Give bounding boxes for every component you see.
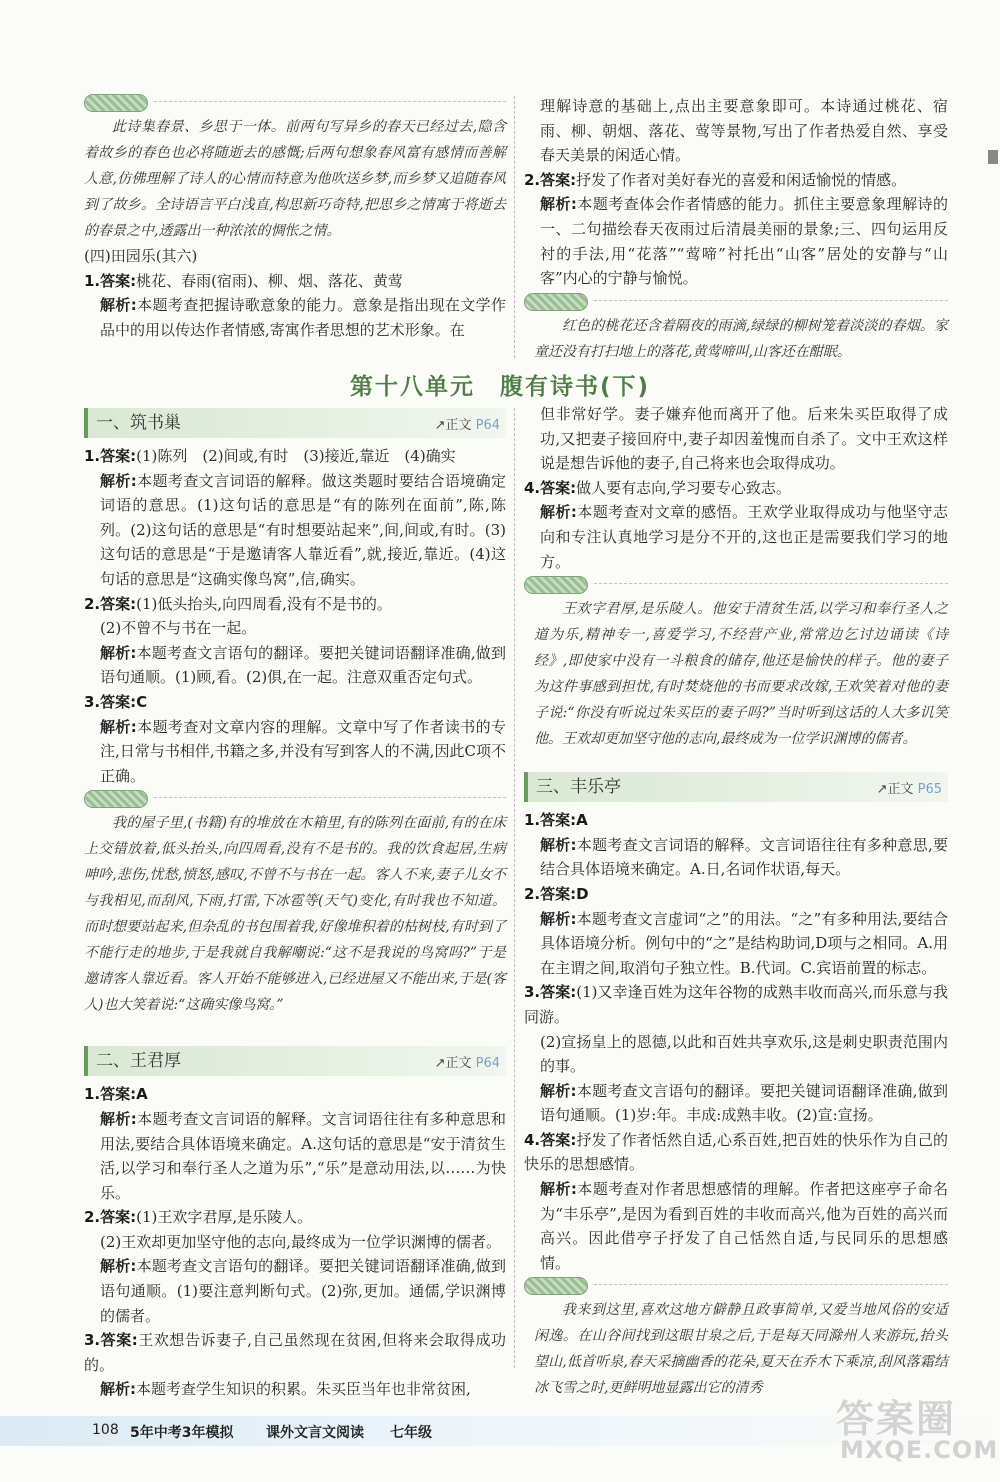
answer-text: (1)又幸逢百姓为这年谷物的成熟丰收而高兴,而乐意与我同游。 (524, 983, 948, 1026)
answer-text: D (576, 884, 589, 903)
answer-text: 王欢想告诉妻子,自己虽然现在贫困,但将来会取得成功的。 (84, 1331, 506, 1374)
grade-label: 七年级 (390, 1425, 432, 1441)
analysis-label: 解析: (100, 1380, 136, 1399)
analysis-text: 本题考查文言词语的解释。文言词语往往有多种意思,要结合具体语境来确定。A.日,名词作状语,每天。 (540, 835, 949, 879)
translation-text: 王欢字君厚,是乐陵人。他安于清贫生活,以学习和奉行圣人之道为乐,精神专一,喜爱学习,不经营产业,常常边乞讨边诵读《诗经》,即使家中没有一斗粮食的储存,他还是愉快的样子。他的妻子为这件事感到担忧,有时焚烧他的书而要求改嫁,王欢笑着对他的妻子说:“你没有听说过朱买臣的妻子吗?”当时听到这话的人大多讥笑他。王欢却更加坚守他的志向,最终成为一位学识渊博的儒者。 (534, 601, 948, 748)
bottom-left-column (84, 408, 506, 1402)
answer-label: 2.答案: (524, 884, 577, 903)
answer-label: 1.答案: (524, 811, 577, 830)
analysis-label: 解析: (100, 471, 137, 490)
analysis-text: 本题考查文言语句的翻译。要把关键词语翻译准确,做到语句通顺。(1)岁:年。丰成:成熟丰收。(2)宣:宣扬。 (540, 1081, 949, 1125)
analysis-label: 解析: (100, 1257, 137, 1276)
answer-label: 2.答案: (84, 1208, 137, 1227)
analysis-label: 解析: (540, 835, 577, 854)
translation-badge (524, 291, 948, 313)
analysis-text: 本题考查文言虚词“之”的用法。“之”有多种用法,要结合具体语境分析。例句中的“之”是结构助词,D项与之相同。A.用在主谓之间,取消句子独立性。B.代词。C.宾语前置的标志。 (540, 909, 948, 977)
answer-label: 4.答案: (524, 478, 577, 497)
page-number: 108 (92, 1422, 119, 1438)
answer-label: 2.答案: (84, 594, 137, 613)
analysis-label: 解析: (540, 503, 577, 522)
answer-text: (1)王欢字君厚,是乐陵人。 (136, 1208, 313, 1227)
translation-text: 我的屋子里,(书籍)有的堆放在木箱里,有的陈列在面前,有的在床上交错放着,低头抬头,向四周看,没有不是书的。我的饮食起居,生病呻吟,悲伤,忧愁,愤怒,感叹,不曾不与书在一起。客人不来,妻子儿女不与我相见,而刮风,下雨,打雷,下冰雹等(天气)变化,有时我也不知道。而时想要站起来,但杂乱的书包围着我,好像堆积着的枯树枝,有时到了不能行走的地步,于是我就自我解嘲说:“这不是我说的鸟窝吗?”于是邀请客人靠近看。客人开始不能够进入,已经进屋又不能出来,于是(客人)也大笑着说:“这确实像鸟窝。” (84, 815, 506, 1014)
section-title: 三、丰乐亭 (536, 777, 621, 798)
answer-label: 3.答案: (524, 983, 577, 1002)
answer-label: 1.答案: (84, 447, 137, 465)
answer-label: 3.答案: (84, 1331, 138, 1350)
textbook-page-link[interactable]: ↗正文 P65 (876, 782, 942, 798)
analysis-text: 本题考查学生知识的积累。朱买臣当年也非常贫困, (136, 1380, 471, 1399)
analysis-label: 解析: (100, 296, 137, 315)
series-title: 课外文言文阅读 (266, 1425, 364, 1441)
analysis-continued-text: 理解诗意的基础上,点出主要意象即可。本诗通过桃花、宿雨、柳、朝烟、落花、莺等景物,写出了作者热爱自然、享受春天美景的闲适心情。 (540, 97, 948, 165)
textbook-page-link[interactable]: ↗正文 P64 (434, 1056, 500, 1072)
answer-text: (1)低头抬头,向四周看,没有不是书的。 (136, 594, 392, 613)
poem-translation-text: 红色的桃花还含着隔夜的雨滴,绿绿的柳树笼着淡淡的春烟。家童还没有打扫地上的落花,黄莺啼叫,山客还在酣眠。 (534, 317, 948, 360)
section-header-zhu-shu-chao (84, 408, 506, 438)
analysis-text: 本题考查对文章的感悟。王欢学业取得成功与他坚守志向和专注认真地学习是分不开的,这也正是需要我们学习的地方。 (540, 503, 948, 571)
analysis-text: 本题考查文言语句的翻译。要把关键词语翻译准确,做到语句通顺。(1)要注意判断句式。(2)弥,更加。通儒,学识渊博的儒者。 (100, 1257, 506, 1325)
analysis-text: 本题考查文言语句的翻译。要把关键词语翻译准确,做到语句通顺。(1)顾,看。(2)俱,在一起。注意双重否定句式。 (100, 643, 506, 687)
answer-label: 2.答案: (524, 170, 577, 189)
translation-badge (524, 574, 948, 596)
answer-text: 桃花、春雨(宿雨)、柳、烟、落花、黄莺 (136, 271, 403, 290)
unit-title: 第十八单元 腹有诗书(下) (349, 374, 651, 400)
analysis-label: 解析: (100, 643, 137, 662)
analysis-text: 本题考查对文章内容的理解。文章中写了作者读书的专注,日常与书相伴,书籍之多,并没有写到客人的不满,因此C项不正确。 (100, 717, 507, 785)
section-title: 一、筑书巢 (96, 413, 181, 433)
answer-text: A (576, 811, 588, 830)
analysis-text: 本题考查对作者思想感情的理解。作者把这座亭子命名为“丰乐亭”,是因为看到百姓的丰收而高兴,他为百姓的高兴而高兴。因此借亭子抒发了自己恬然自适,与民同乐的思想感情。 (540, 1180, 948, 1272)
analysis-label: 解析: (540, 1081, 577, 1100)
analysis-text: 本题考查把握诗歌意象的能力。意象是指出现在文学作品中的用以传达作者情感,寄寓作者思想的艺术形象。在 (100, 296, 507, 339)
column-divider (514, 96, 515, 358)
poem-translation-text: 此诗集春景、乡思于一体。前两句写异乡的春天已经过去,隐含着故乡的春色也必将随逝去的感慨;后两句想象春风富有感情而善解人意,仿佛理解了诗人的心情而特意为他吹送乡梦,而乡梦又追随春风到了故乡。全诗语言平白浅直,构思新巧奇特,把思乡之情寓于将逝去的春景之中,透露出一种浓浓的惆怅之情。 (84, 119, 506, 239)
bottom-right-column (524, 402, 948, 1401)
poem-title: (四)田园乐(其六) (84, 247, 198, 265)
answer-label: 1.答案: (84, 271, 137, 290)
answer-text: 做人要有志向,学习要专心致志。 (576, 478, 791, 497)
answer-text: C (136, 692, 148, 711)
watermark-logo: 答案圈 MXQE.COM (836, 1397, 999, 1464)
section-title: 二、王君厚 (96, 1051, 181, 1072)
analysis-label: 解析: (540, 195, 577, 214)
analysis-continued-text: 但非常好学。妻子嫌弃他而离开了他。后来朱买臣取得了成功,又把妻子接回府中,妻子却因羞愧而自杀了。文中王欢这样说是想告诉他的妻子,自己将来也会取得成功。 (540, 405, 948, 473)
section-header-wang-jun-hou (84, 1046, 506, 1076)
analysis-label: 解析: (540, 1180, 577, 1199)
answer-text: 抒发了作者对美好春光的喜爱和闲适愉悦的情感。 (576, 170, 907, 189)
answer-text: (2)宣扬皇上的恩德,以此和百姓共享欢乐,这是刺史职责范围内的事。 (540, 1032, 948, 1076)
analysis-label: 解析: (100, 717, 137, 736)
book-title: 5年中考3年模拟 (130, 1425, 234, 1441)
answer-label: 3.答案: (84, 692, 137, 711)
column-divider (514, 408, 515, 1368)
analysis-text: 本题考查文言词语的解释。文言词语往往有多种意思和用法,要结合具体语境来确定。A.这句话的意思是“安于清贫生活,以学习和奉行圣人之道为乐”,“乐”是意动用法,以……为快乐。 (100, 1109, 507, 1202)
analysis-text: 本题考查体会作者情感的能力。抓住主要意象理解诗的一、二句描绘春天夜雨过后清晨美丽的景象;三、四句运用反衬的手法,用“花落”“莺啼”衬托出“山客”居处的安静与“山客”内心的宁静与愉悦。 (540, 195, 948, 288)
answer-text: (1)陈列 (2)间或,有时 (3)接近,靠近 (4)确实 (136, 447, 456, 465)
translation-text: 我来到这里,喜欢这地方僻静且政事简单,又爱当地风俗的安适闲逸。在山谷间找到这眼甘泉之后,于是每天同滁州人来游玩,抬头望山,低首听泉,春天采摘幽香的花朵,夏天在乔木下乘凉,刮风落霜结冰飞雪之时,更鲜明地显露出它的清秀 (534, 1302, 948, 1397)
answer-text: (2)不曾不与书在一起。 (100, 619, 257, 638)
answer-label: 1.答案: (84, 1085, 137, 1104)
translation-badge (524, 1275, 948, 1297)
answer-text: (2)王欢却更加坚守他的志向,最终成为一位学识渊博的儒者。 (100, 1232, 502, 1251)
analysis-label: 解析: (100, 1109, 137, 1128)
section-header-feng-le-ting (524, 772, 948, 802)
analysis-text: 本题考查文言词语的解释。做这类题时要结合语境确定词语的意思。(1)这句话的意思是“有的陈列在面前”,陈,陈列。(2)这句话的意思是“有时想要站起来”,间,间或,有时。(3)这句话的意思是“于是邀请客人靠近看”,就,接近,靠近。(4)这句话的意思是“这确实像鸟窝”,信,确实。 (100, 471, 507, 588)
answer-text: 抒发了作者恬然自适,心系百姓,把百姓的快乐作为自己的快乐的思想感情。 (524, 1130, 948, 1174)
translation-badge (84, 788, 506, 810)
top-right-column (524, 94, 948, 365)
answer-text: A (136, 1085, 148, 1104)
translation-badge (84, 92, 506, 114)
analysis-label: 解析: (540, 909, 577, 928)
top-left-column (84, 92, 506, 342)
answer-label: 4.答案: (524, 1130, 577, 1149)
textbook-page-link[interactable]: ↗正文 P64 (434, 418, 500, 433)
edge-mark (988, 150, 998, 164)
